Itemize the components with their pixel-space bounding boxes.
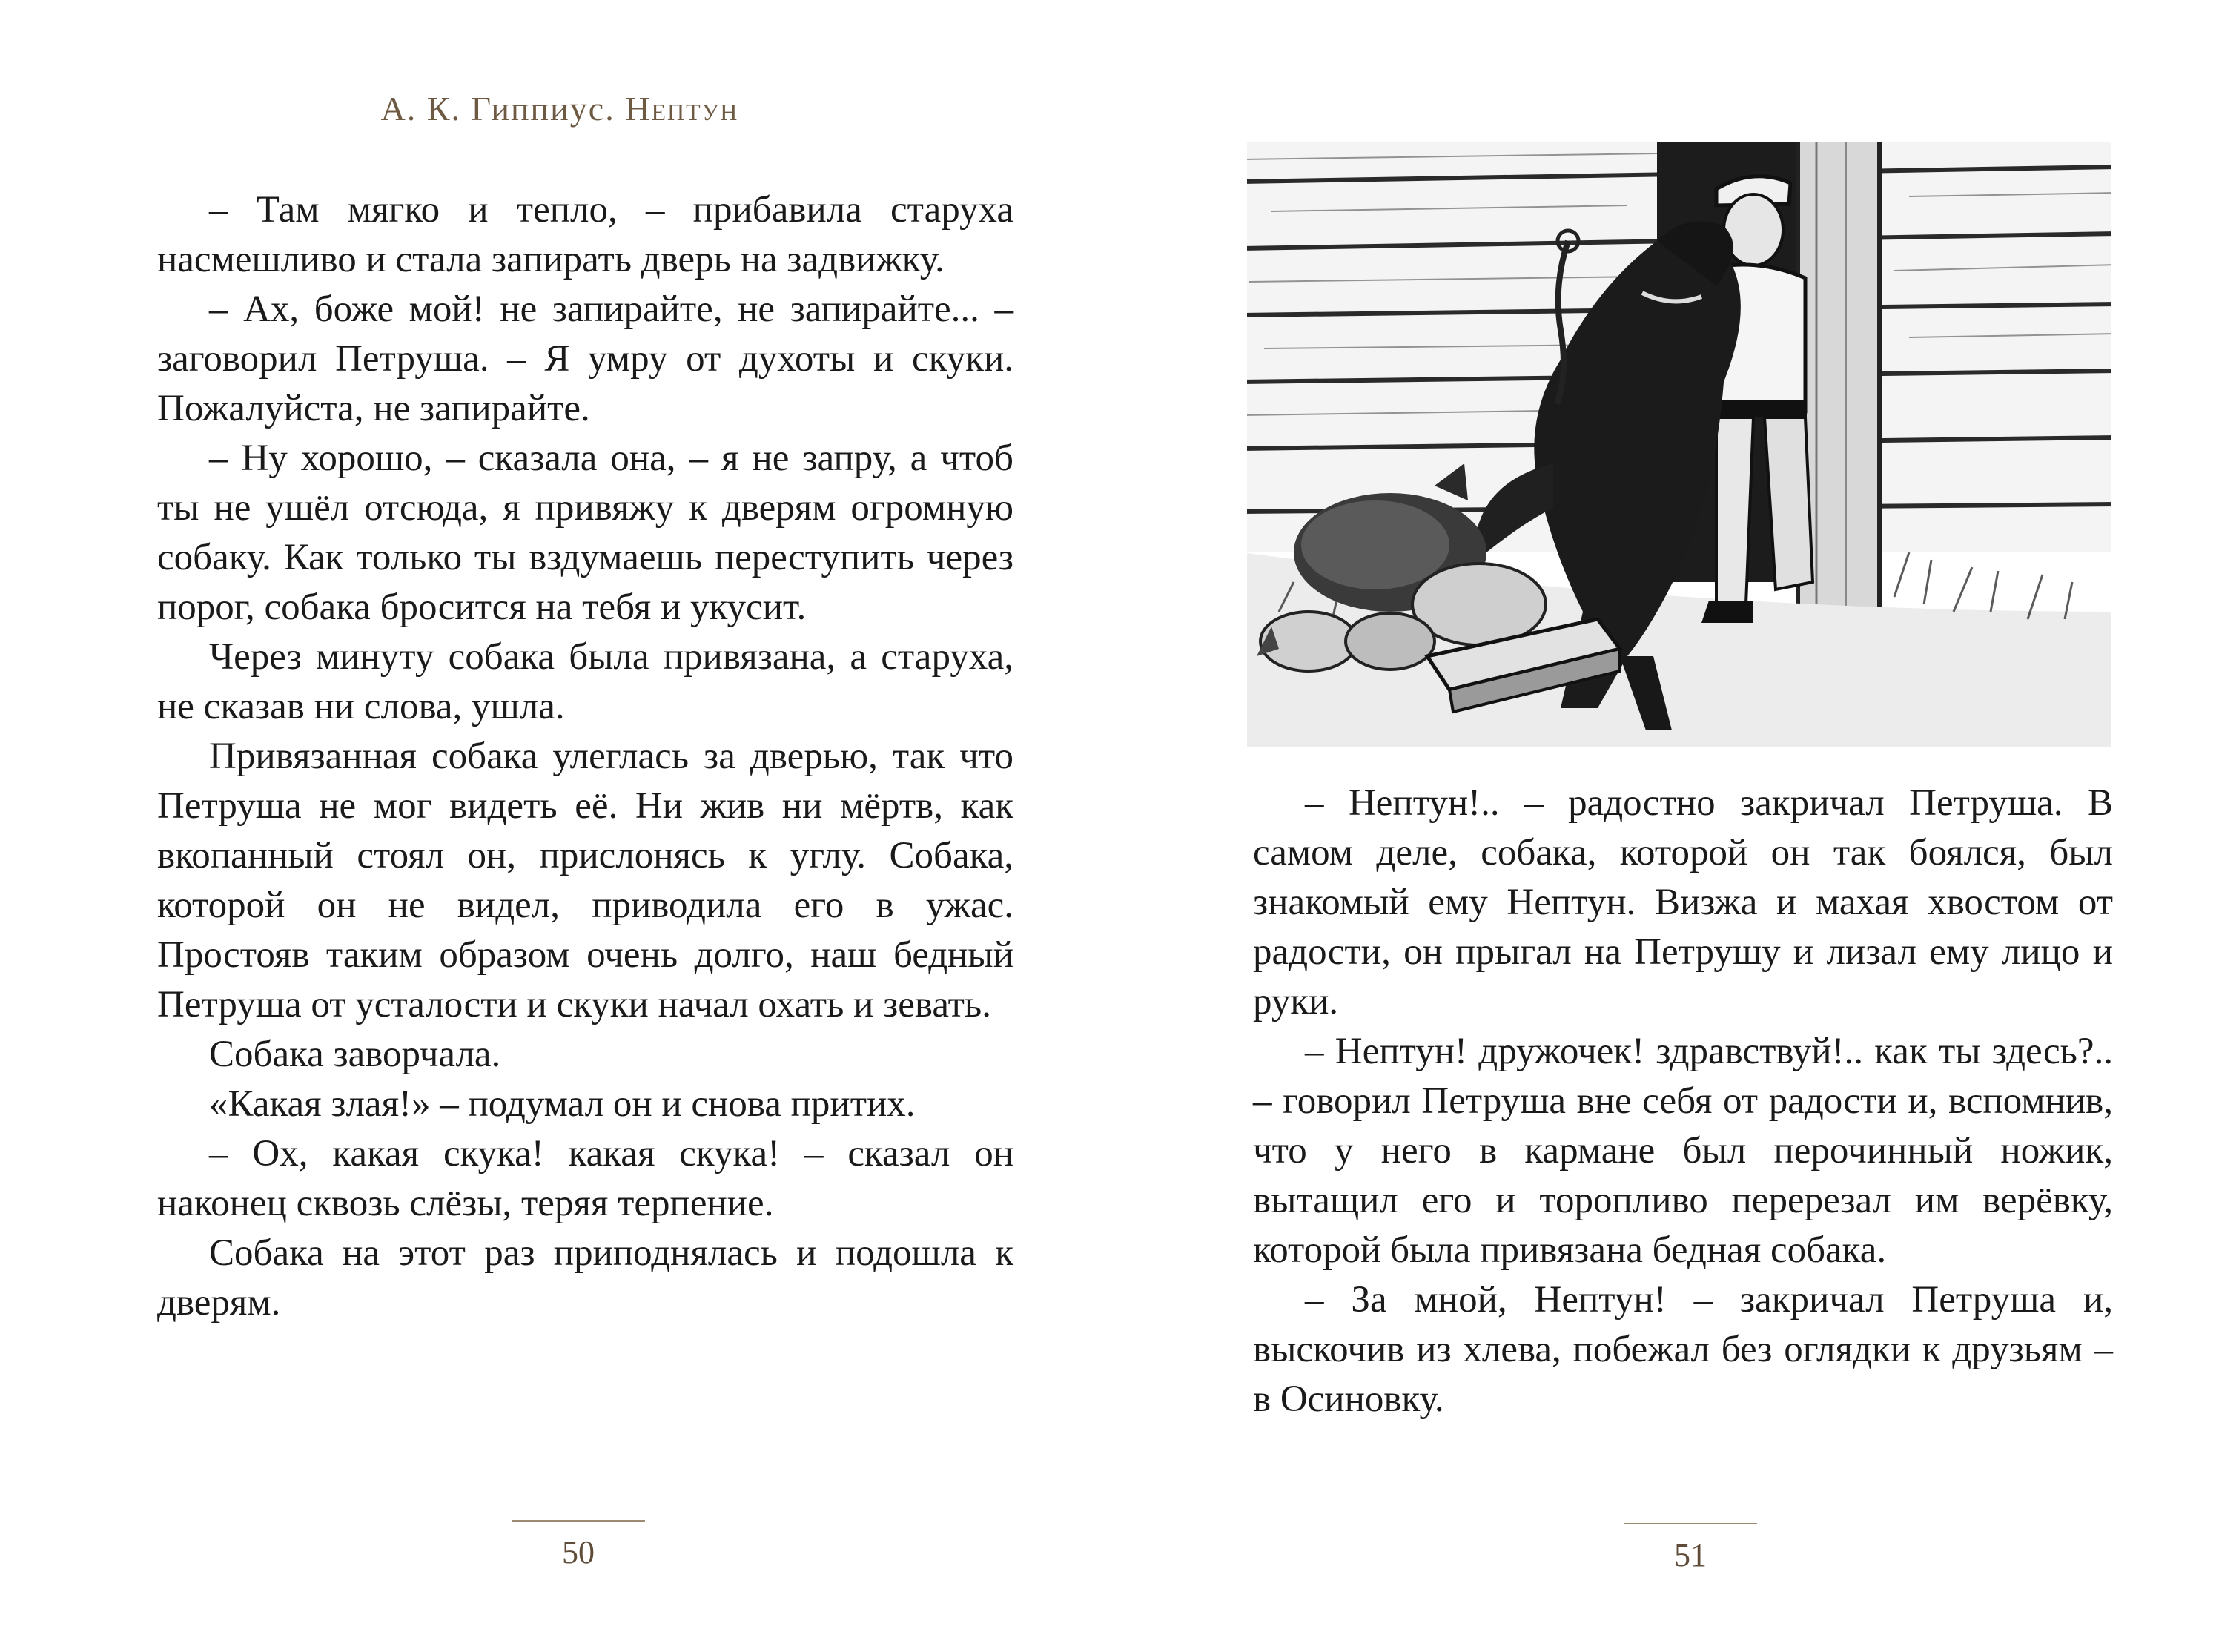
- right-page-text: [1253, 779, 2113, 1424]
- paragraph: «Какая злая!» – подумал он и снова притих.: [209, 1083, 916, 1125]
- paragraph: – Ну хорошо, – сказала она, – я не запру, а чтоб ты не ушёл отсюда, я привяжу к дверям огромную собаку. Как только ты вздумаешь переступить через порог, собака бросится на тебя и укусит.: [157, 437, 1013, 628]
- paragraph: Привязанная собака улеглась за дверью, так что Петруша не мог видеть её. Ни жив ни мёртв, как вкопанный стоял он, прислонясь к углу. Собака, которой он не видел, приводила его в ужас. Простояв таким образом очень долго, наш бедный Петруша от усталости и скуки начал охать и зевать.: [157, 736, 1013, 1025]
- paragraph: Собака заворчала.: [209, 1034, 501, 1075]
- folio-rule: [512, 1520, 645, 1522]
- paragraph: Через минуту собака была привязана, а старуха, не сказав ни слова, ушла.: [157, 636, 1013, 727]
- paragraph: – Ох, какая скука! какая скука! – сказал он наконец сквозь слёзы, теряя терпение.: [157, 1133, 1013, 1224]
- illustration-drawing: [1242, 137, 2117, 753]
- page-number: 50: [562, 1534, 595, 1570]
- page-number: 51: [1674, 1537, 1707, 1573]
- paragraph: – За мной, Нептун! – закричал Петруша и, выскочив из хлева, побежал без оглядки к друзьям – в Осиновку.: [1253, 1279, 2113, 1420]
- folio-rule: [1624, 1523, 1757, 1524]
- running-head-author: А. К. Гиппиус.: [380, 90, 615, 128]
- left-page-text: [157, 185, 1013, 1328]
- running-head: [0, 89, 1120, 128]
- paragraph: Собака на этот раз приподнялась и подошла к дверям.: [157, 1232, 1013, 1324]
- running-head-title: Нептун: [625, 90, 739, 128]
- paragraph: – Нептун! дружочек! здравствуй!.. как ты здесь?.. – говорил Петруша вне себя от радости и, вспомнив, что у него в кармане был перочинный ножик, вытащил его и торопливо перерезал им верёвку, которой была привязана бедная собака.: [1253, 1031, 2113, 1271]
- illustration-boy-and-dog: [1242, 137, 2117, 753]
- paragraph: – Нептун!.. – радостно закричал Петруша. В самом деле, собака, которой он так боялся, был знакомый ему Нептун. Визжа и махая хвостом от радости, он прыгал на Петрушу и лизал ему лицо и руки.: [1253, 782, 2113, 1022]
- right-page: [1120, 0, 2239, 1652]
- paragraph: – Ах, боже мой! не запирайте, не запирайте... – заговорил Петруша. – Я умру от духоты и скуки. Пожалуйста, не запирайте.: [157, 288, 1013, 429]
- paragraph: – Там мягко и тепло, – прибавила старуха насмешливо и стала запирать дверь на задвижку.: [157, 189, 1013, 280]
